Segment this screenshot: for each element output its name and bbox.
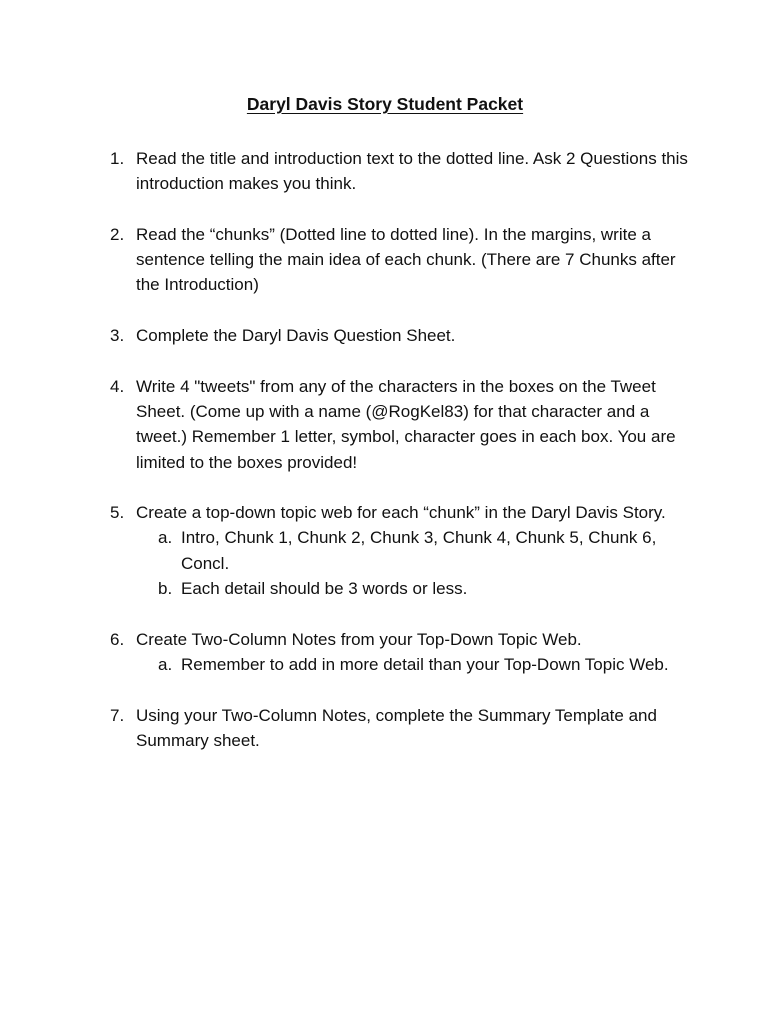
item-number: 7.	[110, 705, 125, 725]
item-text: Complete the Daryl Davis Question Sheet.	[136, 326, 456, 346]
sub-item-b	[136, 576, 690, 601]
item-number: 6.	[110, 629, 125, 649]
list-item-3	[110, 323, 690, 348]
list-item-2	[110, 222, 690, 298]
item-number: 1.	[110, 149, 125, 168]
sub-item-text: Each detail should be 3 words or less.	[181, 579, 468, 599]
sub-item-a	[136, 652, 690, 677]
list-item-1	[110, 146, 690, 197]
sub-list	[136, 652, 690, 677]
list-item-6	[110, 627, 690, 678]
sub-item-a	[136, 525, 690, 576]
item-number: 5.	[110, 503, 125, 523]
list-item-5	[110, 500, 690, 601]
sub-item-text: Intro, Chunk 1, Chunk 2, Chunk 3, Chunk 4, Chunk 5, Chunk 6, Concl.	[181, 528, 657, 573]
page-title: Daryl Davis Story Student Packet	[246, 94, 524, 114]
item-text: Read the “chunks” (Dotted line to dotted line). In the margins, write a sentence telling the main idea of each chunk. (There are 7 Chunks after the Introduction)	[136, 224, 676, 295]
item-text: Create a top-down topic web for each “chunk” in the Daryl Davis Story.	[136, 503, 666, 523]
item-text: Write 4 "tweets" from any of the characters in the boxes on the Tweet Sheet. (Come up with a name (@RogKel83) for that character and a tweet.) Remember 1 letter, symbol, character goes in each box. You are limited to the boxes provided!	[136, 376, 676, 472]
item-text: Using your Two-Column Notes, complete the Summary Template and Summary sheet.	[136, 705, 657, 750]
item-number: 2.	[110, 224, 125, 244]
item-text: Create Two-Column Notes from your Top-Down Topic Web.	[136, 629, 582, 649]
sub-item-letter: a.	[158, 654, 173, 674]
list-item-7	[110, 703, 690, 754]
sub-item-text: Remember to add in more detail than your Top-Down Topic Web.	[181, 654, 669, 674]
item-text: Read the title and introduction text to the dotted line. Ask 2 Questions this introduction makes you think.	[136, 149, 688, 194]
item-number: 3.	[110, 326, 125, 346]
list-item-4	[110, 374, 690, 475]
sub-item-letter: a.	[158, 528, 173, 548]
sub-item-letter: b.	[158, 579, 173, 599]
sub-list	[136, 525, 690, 601]
instruction-list	[110, 146, 690, 778]
item-number: 4.	[110, 376, 125, 396]
